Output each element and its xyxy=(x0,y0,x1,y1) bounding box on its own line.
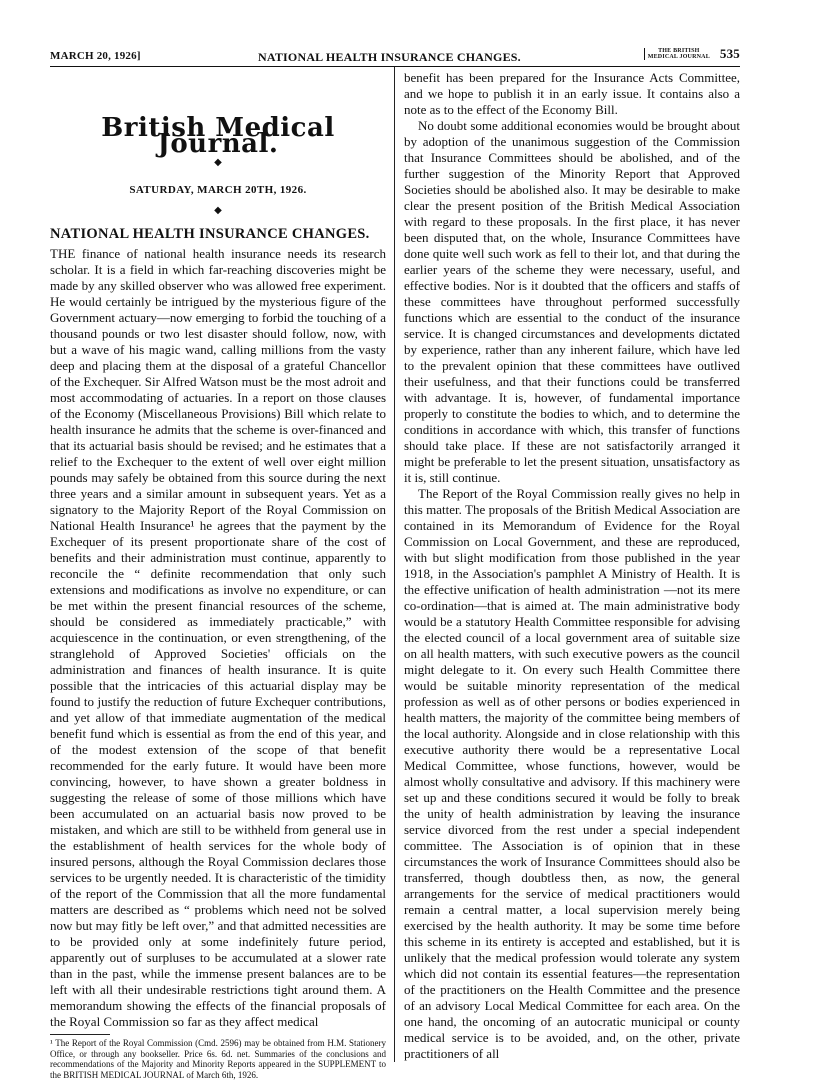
bmj-small-line1: THE BRITISH xyxy=(658,48,700,54)
header-title: NATIONAL HEALTH INSURANCE CHANGES. xyxy=(258,50,521,64)
header-rule xyxy=(50,66,740,67)
ornament-divider-top: ◆ xyxy=(214,157,222,168)
running-header xyxy=(50,46,740,64)
article-paragraph-right-2: No doubt some additional economies would be brought about by adoption of the unanimous suggestion of the Commission that Insurance Committees should be abolished, and of the further suggestion of the Minority Report that Approved Societies should be abolished also. It may be desirable to make clear the present position of the British Medical Association with regard to these proposals. In the first place, it has never been disputed that, on the whole, Insurance Committees have done quite well such work as fell to their lot, and that during the earlier years of the scheme they were necessary, useful, and effective bodies. Nor is it doubted that the officers and staffs of these committees have throughout performed successfully functions which are essential to the conduct of the insurance service. It is changed circumstances and developments dictated by experience, rather than any inherent failure, which have led to the prevalent opinion that these committees have outlived their usefulness, and that their functions could be transferred with advantage. It is, however, of fundamental importance properly to constitute the bodies to which, and to determine the conditions in accordance with which, this transfer of functions should take place. If these are not satisfactorily arranged it might be preferable to let the present situation, unsatisfactory as it is, still continue. xyxy=(404,118,740,485)
article-paragraph-left: THE finance of national health insurance needs its research scholar. It is a field in which far-reaching discoveries might be made by any skilled observer who was allowed free experiment. He would certainly be intrigued by the mysterious figure of the Government actuary—now emerging to forbid the touching of a thousand pounds or two lest disaster should follow, now, with but a wave of his magic wand, calling millions from the vasty deep and placing them at the disposal of a grateful Chancellor of the Exchequer. Sir Alfred Watson must be the most adroit and most accommodating of actuaries. In a report on those clauses of the Economy (Miscellaneous Provisions) Bill which relate to health insurance he admits that the scheme is over-financed and that its actuarial basis should be revised; and he estimates that a relief to the Exchequer to the extent of well over eight million pounds may safely be obtained from this source during the next three years and a similar amount in subsequent years. Yet as a signatory to the Majority Report of the Royal Commission on National Health Insurance¹ he agrees that the payment by the Exchequer of its present proportionate share of the cost of benefits and their administration must continue, apparently to reconcile the “ definite recommendation that only such extensions and modifications as involve no expenditure, or can be met within the present financial resources of the scheme, should be considered as immediately practicable,” with acquiescence in the continuation, or even strengthening, of the stranglehold of Approved Societies' officials on the administration and finances of health insurance. It is quite possible that the intricacies of this actuarial display may be found to justify the reduction of future Exchequer contributions, and yet allow of that immediate augmentation of the medical benefit fund which is essential as from the end of this year, and of the modest extension of the scope of that benefit recommended for the early future. It would have been more convincing, however, to have shown a greater boldness in suggesting the release of some of those millions which have been accumulated on an actuarial basis now proved to be mistaken, and which are still to be withheld from general use in the establishment of health services for the whole body of insured persons, although the Royal Commission declares those services to be urgently needed. It is characteristic of the timidity of the report of the Commission that all the more fundamental matters are described as “ problems which need not be solved now but may fitly be left over,” and that admitted necessities are to be provided only at some indefinitely future period, apparently out of surpluses to be accumulated at a slower rate than in the past, while the immense present balances are to be left with all their undesirable restrictions tight around them. A memorandum showing the effects of the financial proposals of the Royal Commission so far as they affect medical xyxy=(50,246,386,1029)
page-number: 535 xyxy=(719,46,740,61)
issue-date: SATURDAY, MARCH 20TH, 1926. xyxy=(129,184,307,196)
masthead-title: British Medical Journal. xyxy=(101,113,335,159)
ornament-divider-bottom: ◆ xyxy=(214,205,222,216)
article-paragraph-right-1: benefit has been prepared for the Insurance Acts Committee, and we hope to publish it in an early issue. It contains also a note as to the effect of the Economy Bill. xyxy=(404,70,740,117)
left-column xyxy=(50,70,386,1080)
column-divider xyxy=(394,67,395,1062)
footnote: ¹ The Report of the Royal Commission (Cmd. 2596) may be obtained from H.M. Stationery Office, or through any bookseller. Price 6s. 6d. net. Summaries of the conclusions and recommendations of the Majority and Minority Reports appeared in the SUPPLEMENT to the BRITISH MEDICAL JOURNAL of March 6th, 1926. xyxy=(50,1038,386,1080)
bmj-small-line2: MEDICAL JOURNAL xyxy=(647,54,710,60)
bmj-small-logo xyxy=(644,48,710,60)
footnote-rule xyxy=(50,1034,110,1035)
header-date: MARCH 20, 1926] xyxy=(50,50,141,62)
article-title: NATIONAL HEALTH INSURANCE CHANGES. xyxy=(50,226,370,242)
right-column xyxy=(404,70,740,1062)
article-paragraph-right-3: The Report of the Royal Commission really gives no help in this matter. The proposals of the British Medical Association are contained in its Memorandum of Evidence for the Royal Commission on Local Government, and these are reproduced, with but slight modification from those published in the year 1918, in the Association's pamphlet A Ministry of Health. It is the effective unification of health administration —not its mere co-ordination—that is aimed at. The main administrative body would be a statutory Health Committee responsible for advising the elected council of a local government area of suitable size on all health matters, with such executive powers as the council might delegate to it. On every such Health Committee there would be suitable minority representation of the medical profession as well as of other persons or bodies experienced in health matters, the majority of the committee being members of the local authority. Alongside and in close relationship with this executive authority there would be a representative Local Medical Committee, whose functions, however, would be almost wholly consultative and advisory. If this machinery were set up and these conditions secured it would be folly to break the unity of health administration by leaving the insurance service divorced from the rest under a special independent committee. The Association is of opinion that in these circumstances the work of Insurance Committees should also be transferred, though doubtless then, as now, the general arrangements for the service of medical practitioners would remain a central matter, a local supervision merely being exercised by the health authority. It may be some time before this scheme in its entirety is accepted and established, but it is unlikely that the medical profession would tolerate any system which did not contain its essential features—the representation of the practitioners on the Health Committee and the presence of an advisory Local Medical Committee for each area. On the one hand, the oncoming of an autocratic municipal or county medical service is to be avoided, and, on the other, private practitioners of all xyxy=(404,486,740,1061)
header-right xyxy=(644,46,740,62)
